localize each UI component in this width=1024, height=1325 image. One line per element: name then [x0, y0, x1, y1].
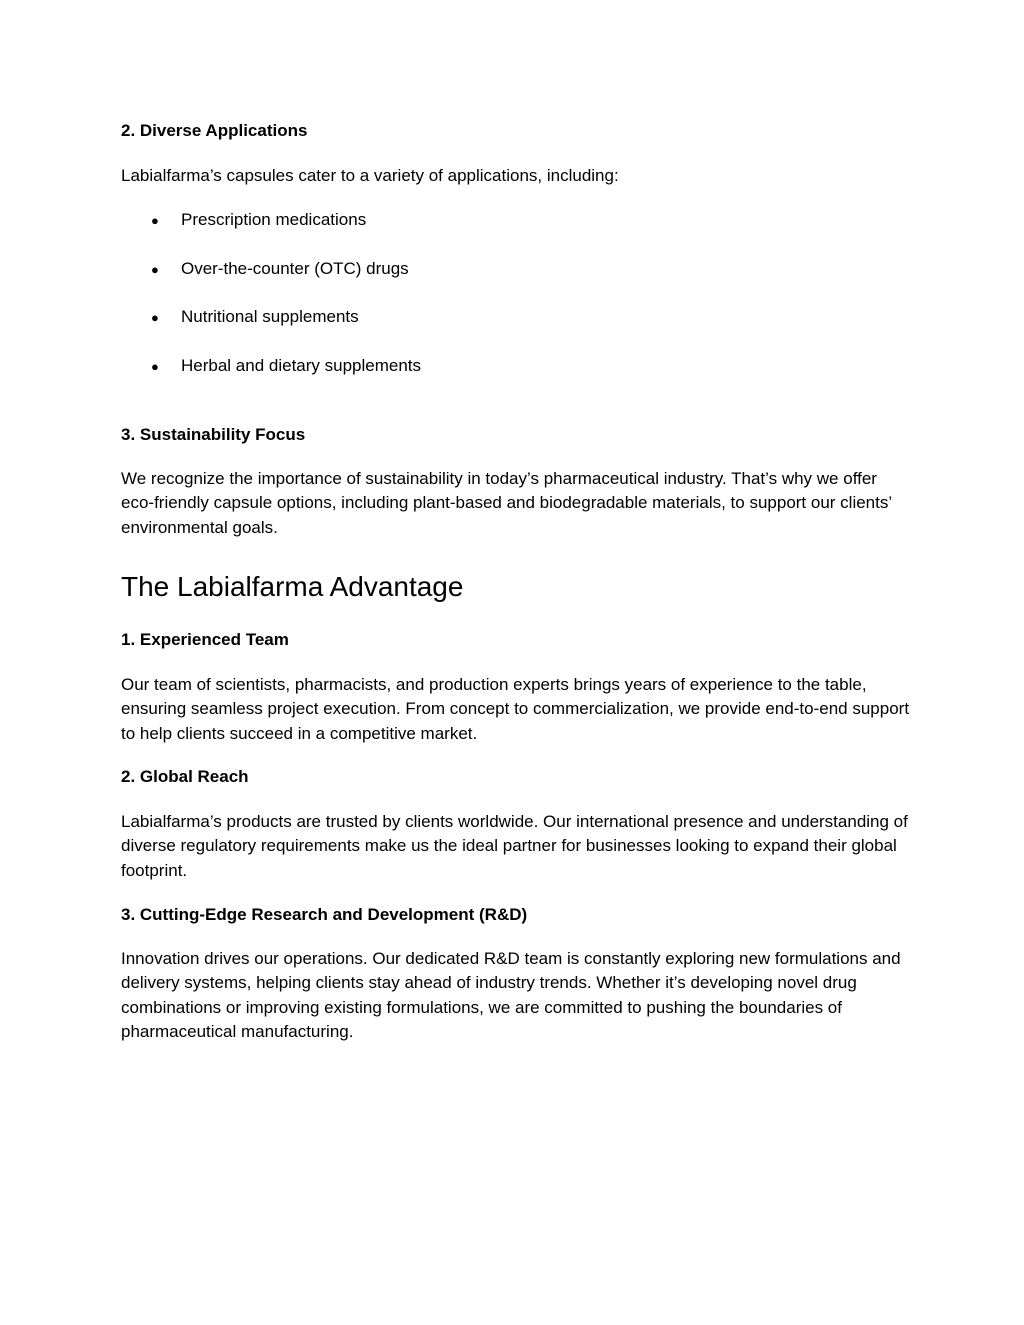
paragraph-research-development: Innovation drives our operations. Our dedicated R&D team is constantly exploring new formulations and delivery systems, helping clients stay ahead of industry trends. Whether it’s developing novel drug combinations or improving existing formulations, we are committed to pushing the boundaries of pharmaceutical manufacturing. [121, 949, 901, 1041]
paragraph-sustainability: We recognize the importance of sustainability in today’s pharmaceutical industry. That’s why we offer eco-friendly capsule options, including plant-based and biodegradable materials, to support our clients’ environmental goals. [121, 469, 892, 537]
list-item-text: Herbal and dietary supplements [181, 356, 422, 375]
bullet-glyph: ● [151, 310, 159, 325]
heading-labialfarma-advantage: The Labialfarma Advantage [121, 571, 464, 602]
bullet-glyph: ● [151, 262, 159, 277]
list-item-text: Over-the-counter (OTC) drugs [181, 259, 409, 278]
heading-research-development: 3. Cutting-Edge Research and Development (R&D) [121, 905, 528, 924]
bullet-glyph: ● [151, 359, 159, 374]
list-item-text: Prescription medications [181, 210, 367, 229]
bullet-glyph: ● [151, 213, 159, 228]
heading-global-reach: 2. Global Reach [121, 767, 249, 786]
heading-sustainability-focus: 3. Sustainability Focus [121, 425, 306, 444]
paragraph-global-reach: Labialfarma’s products are trusted by clients worldwide. Our international presence and understanding of diverse regulatory requirements make us the ideal partner for businesses looking to expand their global footprint. [121, 812, 908, 880]
heading-experienced-team: 1. Experienced Team [121, 630, 289, 649]
heading-diverse-applications: 2. Diverse Applications [121, 121, 308, 140]
paragraph-experienced-team: Our team of scientists, pharmacists, and production experts brings years of experience to the table, ensuring seamless project execution. From concept to commercialization, we provide end-to-end support to help clients succeed in a competitive market. [121, 675, 910, 743]
paragraph-diverse-intro: Labialfarma’s capsules cater to a variety of applications, including: [121, 166, 619, 185]
list-item-text: Nutritional supplements [181, 307, 359, 326]
